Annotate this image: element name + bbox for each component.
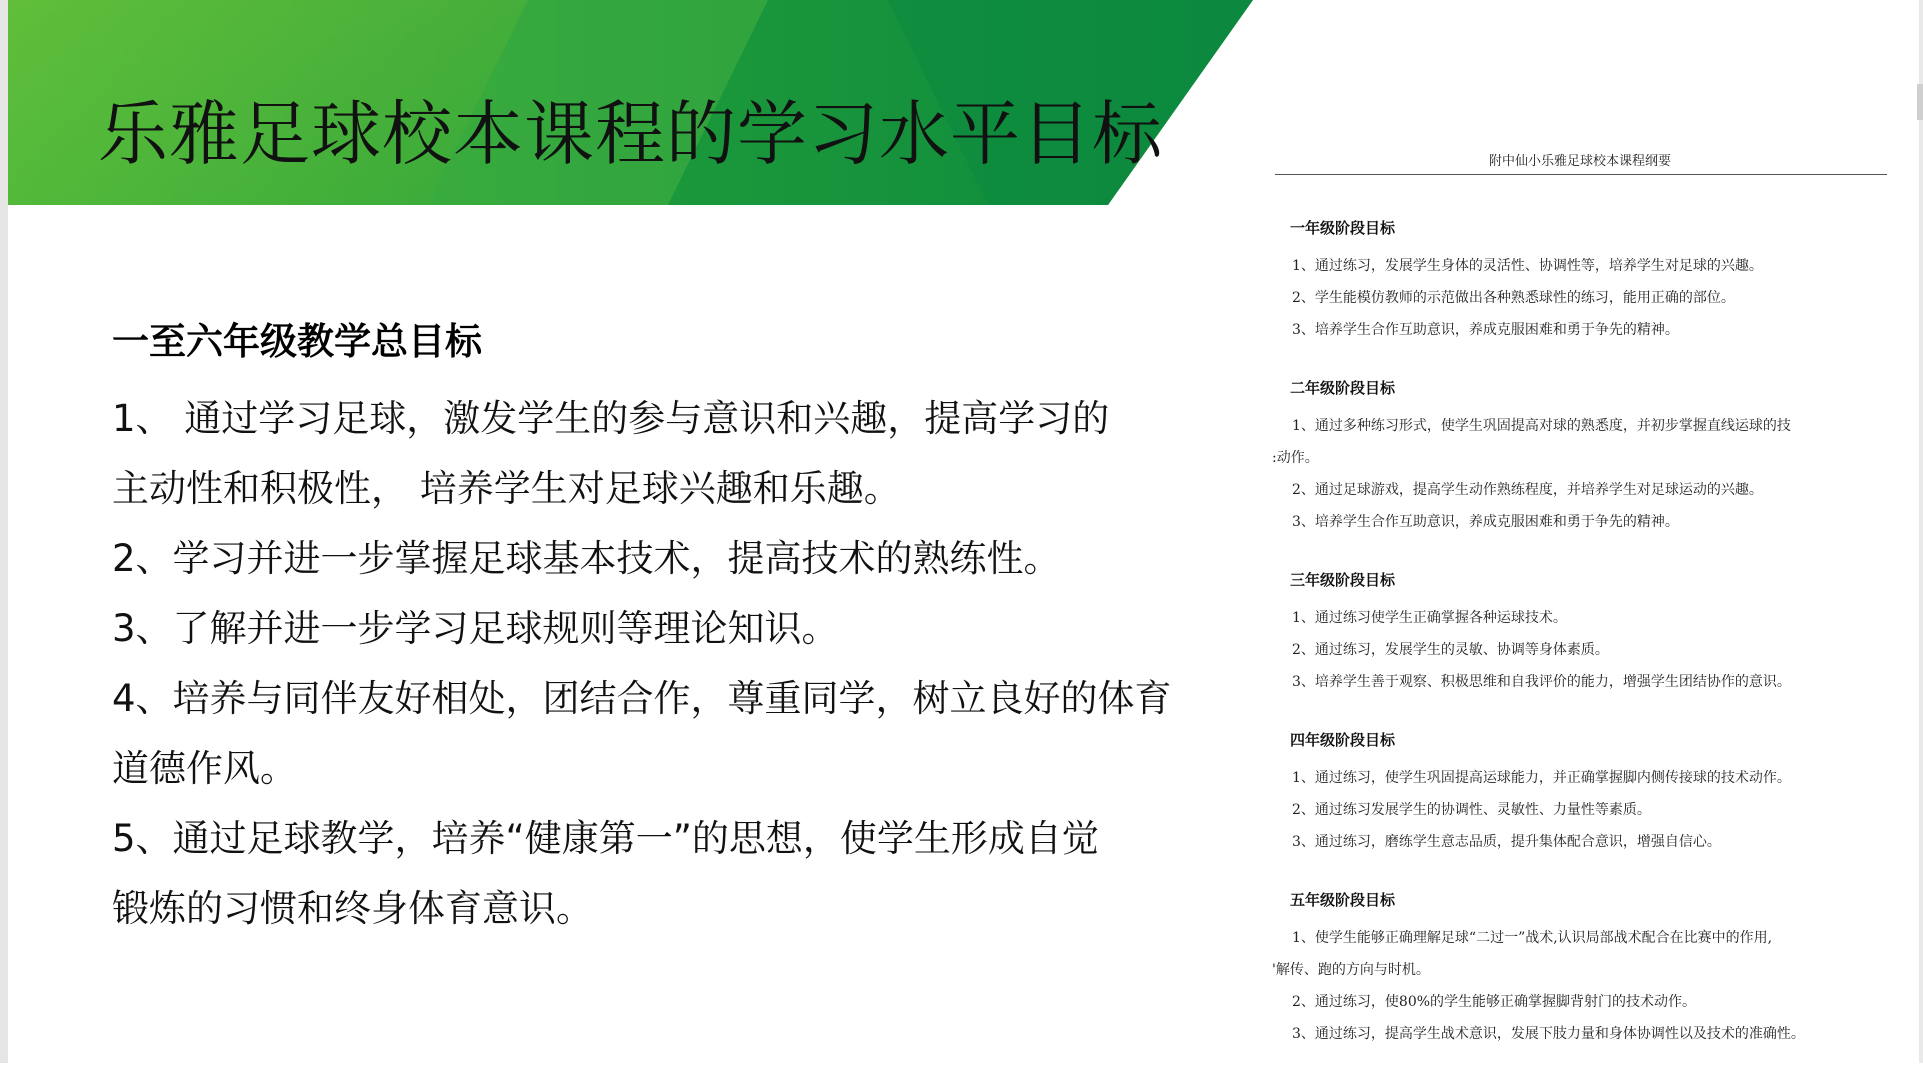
document-section	[1260, 218, 1900, 346]
goals-heading: 一至六年级教学总目标	[112, 320, 482, 363]
section-item: 1、通过多种练习形式，使学生巩固提高对球的熟悉度，并初步掌握直线运球的技	[1292, 418, 1791, 434]
section-item: 3、培养学生合作互助意识，养成克服困难和勇于争先的精神。	[1292, 322, 1679, 338]
section-item: '解传、跑的方向与时机。	[1272, 962, 1430, 978]
goal-line: 锻炼的习惯和终身体育意识。	[112, 887, 593, 930]
section-item: 3、通过练习，提高学生战术意识，发展下肢力量和身体协调性以及技术的准确性。	[1292, 1026, 1805, 1042]
goal-item	[112, 804, 1242, 944]
goal-item	[112, 594, 1242, 664]
document-section	[1260, 570, 1900, 698]
section-item: 2、学生能模仿教师的示范做出各种熟悉球性的练习，能用正确的部位。	[1292, 290, 1735, 306]
document-section	[1260, 890, 1900, 1050]
slide-title: 乐雅足球校本课程的学习水平目标	[98, 93, 1163, 175]
section-title: 四年级阶段目标	[1290, 731, 1396, 749]
goal-item	[112, 524, 1242, 594]
document-body	[1260, 218, 1900, 1082]
section-item: 3、培养学生合作互助意识，养成克服困难和勇于争先的精神。	[1292, 514, 1679, 530]
document-section	[1260, 378, 1900, 538]
goal-line: 主动性和积极性， 培养学生对足球兴趣和乐趣。	[112, 467, 901, 510]
section-item: 2、通过练习发展学生的协调性、灵敏性、力量性等素质。	[1292, 802, 1651, 818]
left-gutter	[0, 0, 8, 1063]
document-title: 附中仙小乐雅足球校本课程纲要	[1488, 154, 1671, 169]
goal-item	[112, 664, 1242, 804]
goal-list	[112, 384, 1242, 944]
section-item: 2、通过练习，发展学生的灵敏、协调等身体素质。	[1292, 642, 1609, 658]
right-gutter	[1919, 0, 1923, 1063]
section-item: 1、通过练习使学生正确掌握各种运球技术。	[1292, 610, 1567, 626]
section-title: 二年级阶段目标	[1290, 379, 1396, 397]
scrollbar-notch[interactable]	[1917, 84, 1923, 120]
goal-line: 2、学习并进一步掌握足球基本技术，提高技术的熟练性。	[112, 537, 1061, 580]
goal-line: 3、了解并进一步学习足球规则等理论知识。	[112, 607, 839, 650]
section-item: 2、通过练习，使80%的学生能够正确掌握脚背射门的技术动作。	[1292, 994, 1697, 1010]
section-item: 3、通过练习，磨练学生意志品质，提升集体配合意识，增强自信心。	[1292, 834, 1721, 850]
section-title: 三年级阶段目标	[1290, 571, 1396, 589]
document-section	[1260, 730, 1900, 858]
goal-item	[112, 384, 1242, 524]
section-item: 1、使学生能够正确理解足球“二过一”战术,认识局部战术配合在比赛中的作用,	[1292, 930, 1773, 946]
section-item: 1、通过练习，使学生巩固提高运球能力，并正确掌握脚内侧传接球的技术动作。	[1292, 770, 1791, 786]
section-item: 2、通过足球游戏，提高学生动作熟练程度，并培养学生对足球运动的兴趣。	[1292, 482, 1763, 498]
goal-line: 道德作风。	[112, 747, 297, 790]
section-item: 1、通过练习，发展学生身体的灵活性、协调性等，培养学生对足球的兴趣。	[1292, 258, 1763, 274]
section-item: 3、培养学生善于观察、积极思维和自我评价的能力，增强学生团结协作的意识。	[1292, 674, 1791, 690]
goal-line: 1、 通过学习足球，激发学生的参与意识和兴趣，提高学习的	[112, 397, 1110, 440]
goal-line: 4、培养与同伴友好相处，团结合作，尊重同学，树立良好的体育	[112, 677, 1172, 720]
document-divider	[1275, 174, 1887, 175]
curriculum-document	[1260, 120, 1900, 1063]
section-item: :动作。	[1272, 450, 1319, 466]
goal-line: 5、通过足球教学，培养“健康第一”的思想，使学生形成自觉	[112, 817, 1099, 860]
section-title: 五年级阶段目标	[1290, 891, 1396, 909]
section-title: 一年级阶段目标	[1290, 219, 1396, 237]
goals-content	[112, 312, 1242, 944]
